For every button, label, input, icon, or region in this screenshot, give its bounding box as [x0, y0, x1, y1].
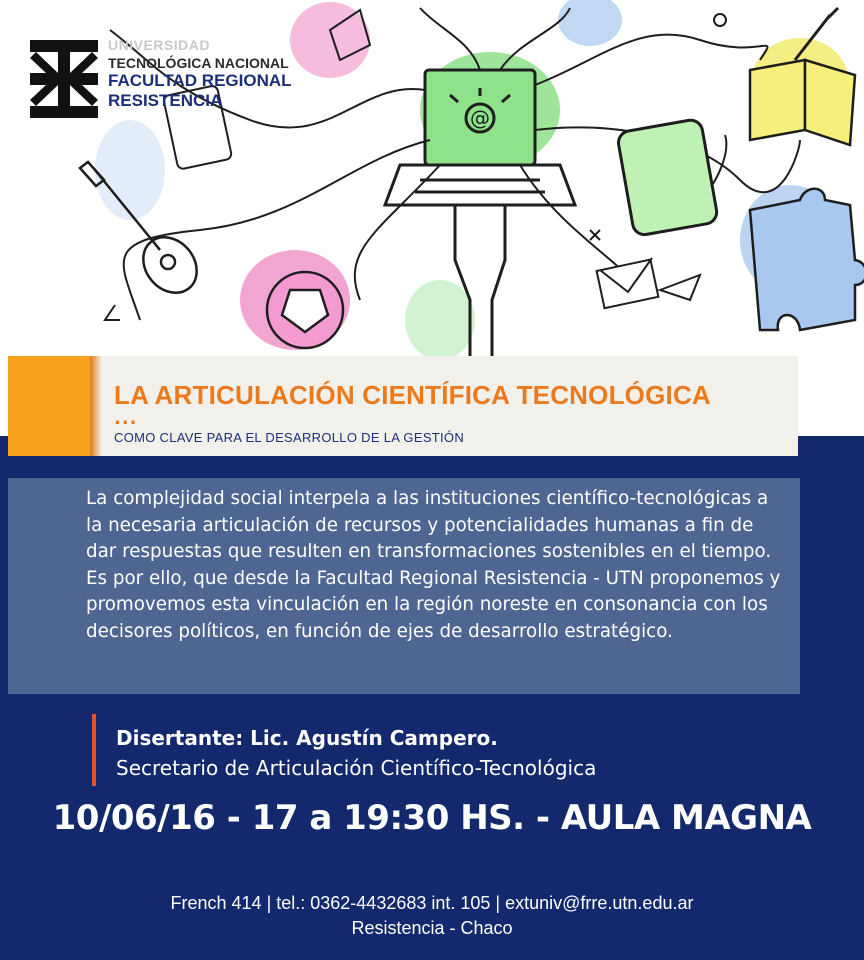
speaker-accent-bar: [92, 714, 96, 786]
institution-name: [108, 38, 292, 110]
speaker-role: Secretario de Articulación Científico-Tecnológica: [116, 756, 597, 780]
svg-text:@: @: [470, 106, 490, 130]
title-ellipsis: ...: [114, 408, 138, 429]
location-city: Resistencia - Chaco: [351, 918, 513, 938]
book-icon: [750, 60, 855, 145]
envelope-icon: [597, 258, 700, 308]
ball-icon: [267, 272, 343, 348]
description-box: [8, 478, 800, 694]
event-date-location: 10/06/16 - 17 a 19:30 HS. - AULA MAGNA: [52, 798, 812, 838]
puzzle-icon: [750, 189, 864, 330]
contact-info: French 414 | tel.: 0362-4432683 int. 105 | extuniv@frre.utn.edu.ar: [170, 893, 694, 913]
logo-line-facultad: FACULTAD REGIONAL: [108, 71, 292, 91]
event-title: LA ARTICULACIÓN CIENTÍFICA TECNOLÓGICA: [114, 380, 711, 410]
banner-orange-accent: [8, 356, 90, 456]
event-subtitle: COMO CLAVE PARA EL DESARROLLO DE LA GESTIÓN: [114, 430, 465, 445]
description-text: La complejidad social interpela a las instituciones científico-tecnológicas a la necesaria articulación de recursos y potencialidades humanas a fin de dar respuestas que resulten en transformaciones sostenibles en el tiempo. Es por ello, que desde la Facultad Regional Resistencia - UTN proponemos y promovemos esta vinculación en la región noreste en consonancia con los decisores políticos, en función de ejes de desarrollo estratégico.: [86, 488, 781, 642]
title-banner: [8, 356, 798, 456]
tablet-icon: [617, 118, 719, 236]
logo-line-resistencia: RESISTENCIA: [108, 91, 223, 111]
logo-line-tecnologica: TECNOLÓGICA NACIONAL: [108, 54, 289, 71]
utn-logo-icon: [30, 40, 98, 118]
logo-line-universidad: UNIVERSIDAD: [108, 37, 210, 53]
speaker-name: Disertante: Lic. Agustín Campero.: [116, 726, 498, 750]
